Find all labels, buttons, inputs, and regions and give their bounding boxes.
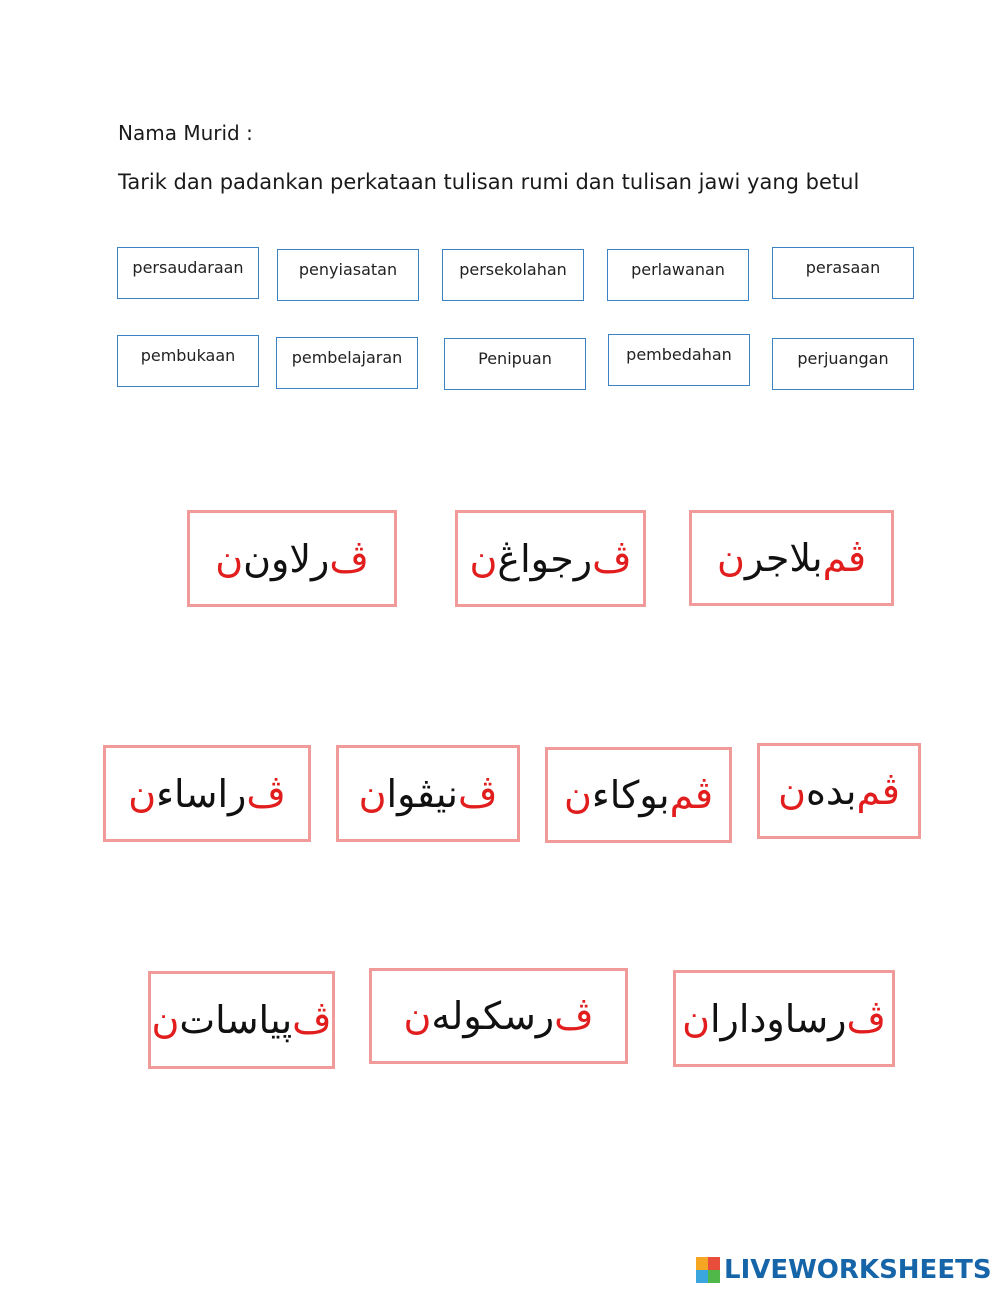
jawi-prefix: ڤم bbox=[669, 773, 714, 817]
jawi-card[interactable] bbox=[103, 745, 311, 842]
rumi-card[interactable]: perasaan bbox=[772, 247, 914, 299]
jawi-stem: بده bbox=[806, 769, 857, 813]
jawi-suffix: ن bbox=[469, 536, 498, 581]
jawi-card[interactable] bbox=[689, 510, 894, 606]
jawi-stem: نيڤوا bbox=[386, 771, 458, 816]
jawi-card[interactable] bbox=[148, 971, 335, 1069]
jawi-stem: رلاون bbox=[243, 536, 330, 581]
jawi-card[interactable] bbox=[336, 745, 520, 842]
jawi-suffix: ن bbox=[716, 536, 745, 580]
jawi-suffix: ن bbox=[128, 771, 157, 816]
jawi-suffix: ن bbox=[563, 773, 592, 817]
liveworksheets-logo-icon bbox=[696, 1257, 720, 1283]
jawi-stem: رجواڠ bbox=[497, 536, 593, 581]
student-name-label: Nama Murid : bbox=[118, 121, 253, 145]
jawi-suffix: ن bbox=[358, 771, 387, 816]
jawi-prefix: ڤ bbox=[457, 771, 498, 816]
jawi-stem: بلاجر bbox=[744, 536, 823, 580]
liveworksheets-logo bbox=[696, 1254, 992, 1286]
rumi-card[interactable]: persekolahan bbox=[442, 249, 584, 301]
jawi-card[interactable] bbox=[455, 510, 646, 607]
jawi-prefix: ڤ bbox=[846, 996, 886, 1041]
jawi-card[interactable] bbox=[757, 743, 921, 839]
rumi-card[interactable]: perlawanan bbox=[607, 249, 749, 301]
jawi-stem: بوكاء bbox=[591, 773, 670, 817]
jawi-card[interactable] bbox=[369, 968, 628, 1064]
rumi-card[interactable]: pembedahan bbox=[608, 334, 750, 386]
rumi-card[interactable]: pembelajaran bbox=[276, 337, 418, 389]
jawi-prefix: ڤ bbox=[554, 994, 594, 1038]
jawi-prefix: ڤم bbox=[822, 536, 867, 580]
jawi-card[interactable] bbox=[545, 747, 732, 843]
jawi-stem: راساء bbox=[156, 771, 247, 816]
rumi-card[interactable]: pembukaan bbox=[117, 335, 259, 387]
jawi-suffix: ن bbox=[151, 998, 180, 1042]
brand-name: LIVEWORKSHEETS bbox=[724, 1255, 992, 1285]
jawi-suffix: ن bbox=[778, 769, 806, 813]
jawi-prefix: ڤ bbox=[246, 771, 286, 816]
jawi-suffix: ن bbox=[403, 994, 432, 1038]
jawi-stem: ڽياسات bbox=[179, 998, 293, 1042]
jawi-suffix: ن bbox=[215, 536, 244, 581]
jawi-stem: رسكوله bbox=[431, 994, 555, 1038]
jawi-stem: رساودارا bbox=[710, 996, 847, 1041]
jawi-prefix: ڤ bbox=[329, 536, 369, 581]
rumi-card[interactable]: persaudaraan bbox=[117, 247, 259, 299]
rumi-card[interactable]: Penipuan bbox=[444, 338, 586, 390]
jawi-prefix: ڤ bbox=[292, 998, 332, 1042]
instruction-text: Tarik dan padankan perkataan tulisan rumi dan tulisan jawi yang betul bbox=[118, 170, 860, 194]
jawi-suffix: ن bbox=[682, 996, 710, 1041]
jawi-prefix: ڤم bbox=[856, 769, 900, 813]
jawi-card[interactable] bbox=[673, 970, 895, 1067]
jawi-card[interactable] bbox=[187, 510, 397, 607]
rumi-card[interactable]: penyiasatan bbox=[277, 249, 419, 301]
jawi-prefix: ڤ bbox=[592, 536, 632, 581]
rumi-card[interactable]: perjuangan bbox=[772, 338, 914, 390]
